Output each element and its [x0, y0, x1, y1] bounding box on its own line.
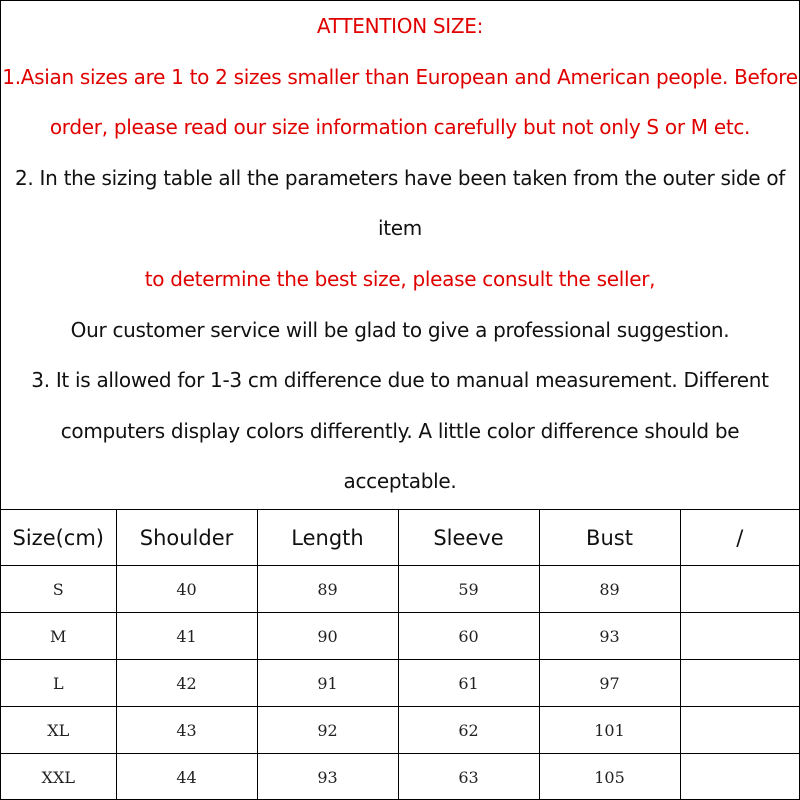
cell-empty: [680, 707, 799, 754]
cell-bust: 105: [539, 754, 680, 800]
cell-bust: 89: [539, 566, 680, 613]
cell-size: XL: [1, 707, 116, 754]
cell-size: XXL: [1, 754, 116, 800]
cell-bust: 101: [539, 707, 680, 754]
notice-point1-line1: 1.Asian sizes are 1 to 2 sizes smaller than European and American people. Before: [2, 64, 798, 89]
cell-shoulder: 41: [116, 613, 257, 660]
cell-sleeve: 62: [398, 707, 539, 754]
cell-length: 93: [257, 754, 398, 800]
table-row: [1, 566, 799, 613]
header-size: Size(cm): [1, 510, 116, 566]
cell-size: M: [1, 613, 116, 660]
notice-point2-line4: Our customer service will be glad to give a professional suggestion.: [70, 317, 730, 342]
size-notice: [1, 1, 799, 510]
header-slash: /: [680, 510, 799, 566]
cell-sleeve: 61: [398, 660, 539, 707]
cell-shoulder: 44: [116, 754, 257, 800]
cell-empty: [680, 754, 799, 800]
notice-point3-line2: computers display colors differently. A little color difference should be: [60, 418, 740, 443]
notice-point1-line2: order, please read our size information carefully but not only S or M etc.: [49, 115, 751, 140]
cell-sleeve: 60: [398, 613, 539, 660]
cell-empty: [680, 566, 799, 613]
notice-point2-line2: item: [378, 216, 422, 241]
cell-shoulder: 43: [116, 707, 257, 754]
table-header-row: [1, 510, 799, 566]
cell-size: L: [1, 660, 116, 707]
table-row: [1, 660, 799, 707]
header-shoulder: Shoulder: [116, 510, 257, 566]
table-row: [1, 613, 799, 660]
cell-shoulder: 40: [116, 566, 257, 613]
cell-length: 90: [257, 613, 398, 660]
cell-bust: 97: [539, 660, 680, 707]
notice-point2-line3: to determine the best size, please consult the seller,: [144, 266, 656, 291]
notice-point2-line1: 2. In the sizing table all the parameters have been taken from the outer side of: [15, 165, 785, 190]
header-sleeve: Sleeve: [398, 510, 539, 566]
cell-length: 91: [257, 660, 398, 707]
cell-empty: [680, 660, 799, 707]
cell-sleeve: 63: [398, 754, 539, 800]
cell-sleeve: 59: [398, 566, 539, 613]
notice-title: ATTENTION SIZE:: [316, 14, 484, 38]
notice-point3-line1: 3. It is allowed for 1-3 cm difference due to manual measurement. Different: [31, 368, 769, 393]
cell-shoulder: 42: [116, 660, 257, 707]
cell-size: S: [1, 566, 116, 613]
table-row: [1, 707, 799, 754]
size-table: [1, 510, 799, 800]
cell-empty: [680, 613, 799, 660]
cell-bust: 93: [539, 613, 680, 660]
cell-length: 89: [257, 566, 398, 613]
notice-point3-line3: acceptable.: [343, 469, 457, 494]
cell-length: 92: [257, 707, 398, 754]
header-length: Length: [257, 510, 398, 566]
table-row: [1, 754, 799, 800]
header-bust: Bust: [539, 510, 680, 566]
